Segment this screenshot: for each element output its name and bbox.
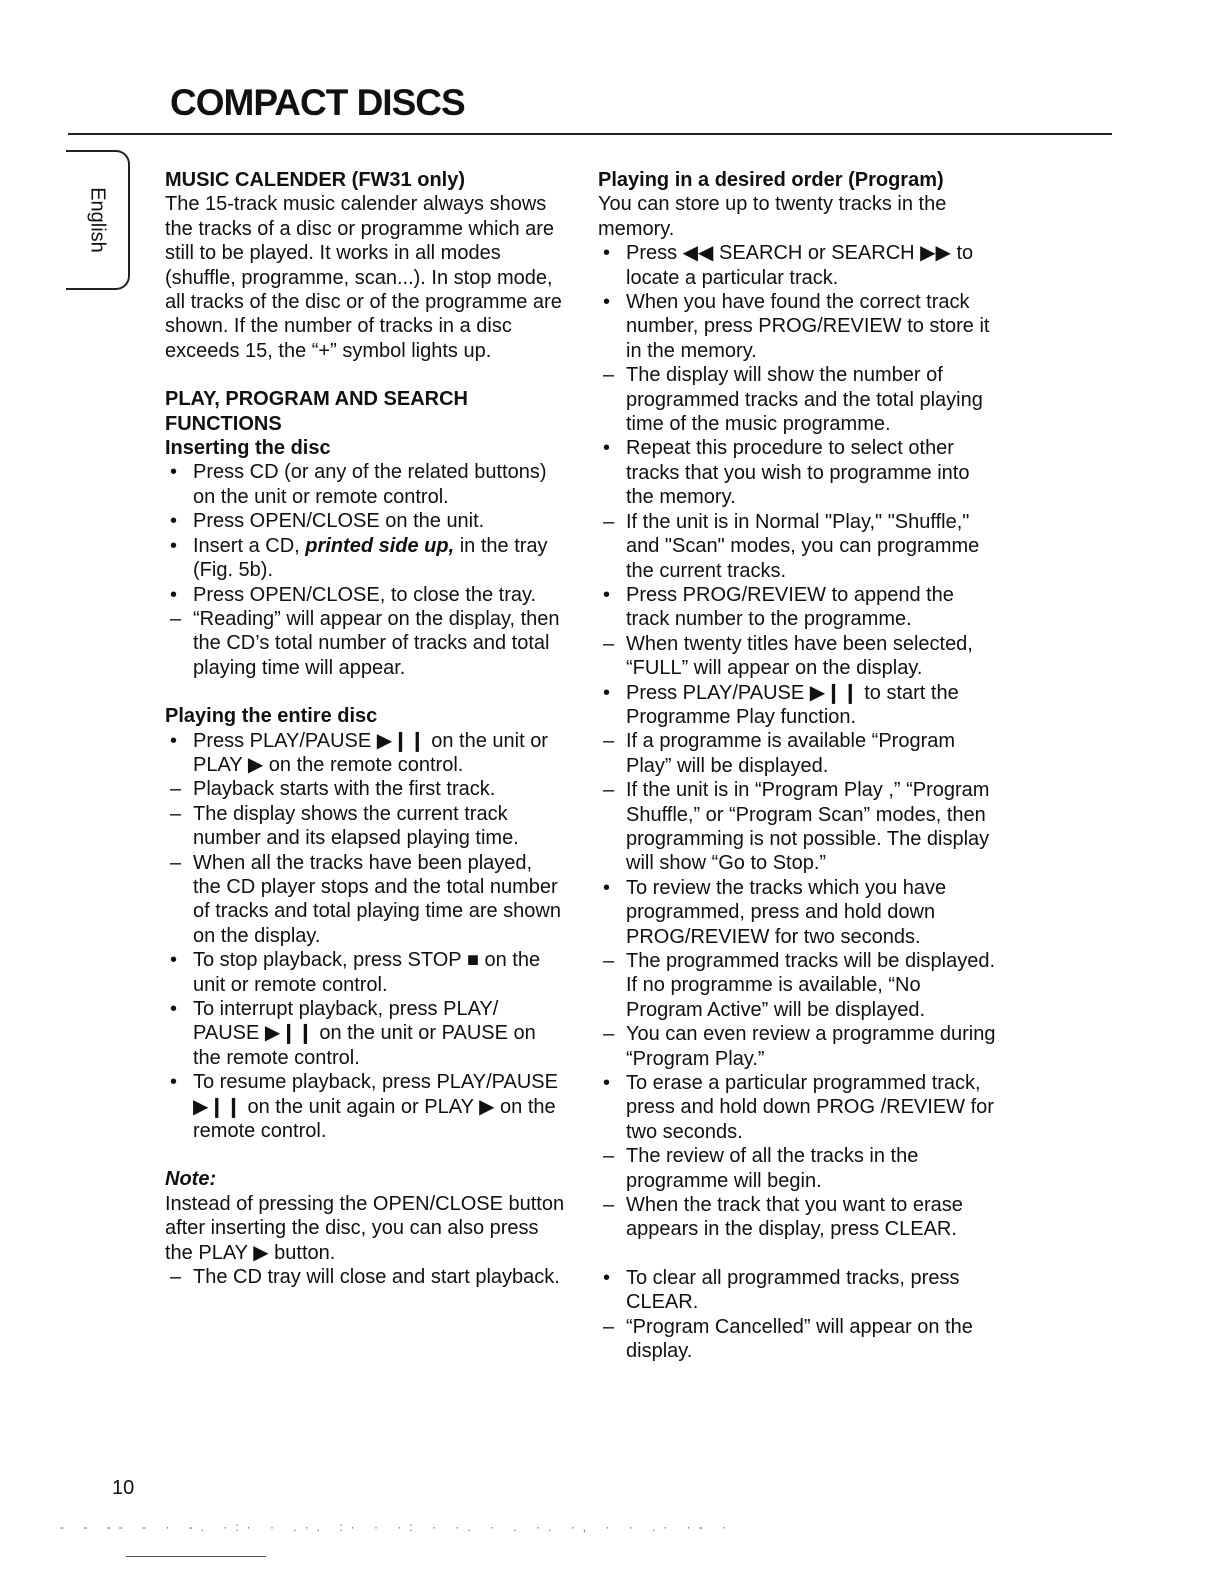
list-item: • To stop playback, press STOP ■ on the unit or remote control.	[165, 948, 565, 997]
left-column	[165, 168, 565, 1289]
list-item: • Repeat this procedure to select other tracks that you wish to programme into the memory.	[598, 436, 998, 509]
list-item: – When twenty titles have been selected, “FULL” will appear on the display.	[598, 632, 998, 681]
bottom-rule	[126, 1556, 266, 1557]
list-item: – “Program Cancelled” will appear on the display.	[598, 1315, 998, 1364]
list-item: • To resume playback, press PLAY/PAUSE ▶❙❙ on the unit again or PLAY ▶ on the remote control.	[165, 1070, 565, 1143]
note-body: Instead of pressing the OPEN/CLOSE button after inserting the disc, you can also press the PLAY ▶ button.	[165, 1192, 565, 1264]
list-item-text: in the tray (Fig. 5b).	[193, 534, 548, 582]
playing-entire-disc-heading: Playing the entire disc	[165, 705, 378, 728]
program-heading: Playing in a desired order (Program)	[598, 169, 944, 191]
list-item: • Press OPEN/CLOSE, to close the tray.	[165, 583, 565, 607]
list-item-text: Insert a CD,	[193, 534, 306, 557]
list-item: • To clear all programmed tracks, press CLEAR.	[598, 1266, 998, 1315]
note-label: Note:	[165, 1168, 217, 1191]
language-tab-label: English	[86, 187, 109, 253]
list-item: • Press PROG/REVIEW to append the track number to the programme.	[598, 583, 998, 632]
language-tab	[66, 150, 130, 290]
playing-entire-disc-list	[165, 729, 565, 1144]
list-item	[165, 534, 565, 583]
list-item: – If the unit is in Normal "Play," "Shuffle," and "Scan" modes, you can programme the current tracks.	[598, 510, 998, 583]
list-item: – When the track that you want to erase appears in the display, press CLEAR.	[598, 1193, 998, 1242]
list-item: • To erase a particular programmed track, press and hold down PROG /REVIEW for two seconds.	[598, 1071, 998, 1144]
inserting-disc-subheading: Inserting the disc	[165, 437, 331, 460]
list-item: – The review of all the tracks in the programme will begin.	[598, 1144, 998, 1193]
list-item-emphasis: printed side up,	[305, 534, 455, 557]
program-intro: You can store up to twenty tracks in the memory.	[598, 193, 947, 240]
inserting-disc-list	[165, 460, 565, 680]
list-item: – The CD tray will close and start playback.	[165, 1265, 565, 1289]
list-item: – You can even review a programme during “Program Play.”	[598, 1022, 998, 1071]
list-item: – The display shows the current track number and its elapsed playing time.	[165, 802, 565, 851]
list-item: – Playback starts with the first track.	[165, 777, 565, 801]
list-item: • To review the tracks which you have programmed, press and hold down PROG/REVIEW for two seconds.	[598, 876, 998, 949]
music-calender-body: The 15-track music calender always shows the tracks of a disc or programme which are still to be played. It works in all modes (shuffle, programme, scan...). In stop mode, all tracks of the disc or of the programme are shown. If the number of tracks in a disc exceeds 15, the “+” symbol lights up.	[165, 193, 562, 362]
play-program-search-heading: PLAY, PROGRAM AND SEARCH FUNCTIONS	[165, 388, 468, 435]
list-item: – “Reading” will appear on the display, then the CD’s total number of tracks and total playing time will appear.	[165, 607, 565, 680]
list-item: • Press ◀◀ SEARCH or SEARCH ▶▶ to locate a particular track.	[598, 241, 998, 290]
note-list	[165, 1265, 565, 1289]
music-calender-heading: MUSIC CALENDER (FW31 only)	[165, 169, 465, 191]
right-column	[598, 168, 998, 1364]
list-item: – When all the tracks have been played, the CD player stops and the total number of tracks and total playing time are shown on the display.	[165, 851, 565, 949]
page-title: COMPACT DISCS	[170, 82, 465, 123]
list-item: • Press PLAY/PAUSE ▶❙❙ on the unit or PLAY ▶ on the remote control.	[165, 729, 565, 778]
list-item: – The display will show the number of programmed tracks and the total playing time of the music programme.	[598, 363, 998, 436]
page-number: 10	[112, 1477, 135, 1499]
list-item: • Press OPEN/CLOSE on the unit.	[165, 509, 565, 533]
list-item: – If a programme is available “Program Play” will be displayed.	[598, 729, 998, 778]
list-item: – If the unit is in “Program Play ,” “Program Shuffle,” or “Program Scan” modes, then programming is not possible. The display will show “Go to Stop.”	[598, 778, 998, 876]
list-item: – The programmed tracks will be displayed. If no programme is available, “No Program Active” will be displayed.	[598, 949, 998, 1022]
scan-noise: - - -- - · -. ·:· · .·. :· · ·: · ·. · . ·. ·, · · .· ·- ·	[60, 1520, 734, 1534]
title-divider	[68, 133, 1112, 135]
list-item: • To interrupt playback, press PLAY/ PAUSE ▶❙❙ on the unit or PAUSE on the remote control.	[165, 997, 565, 1070]
program-list	[598, 241, 998, 1242]
list-item: • When you have found the correct track number, press PROG/REVIEW to store it in the memory.	[598, 290, 998, 363]
list-item: • Press PLAY/PAUSE ▶❙❙ to start the Programme Play function.	[598, 681, 998, 730]
list-item: • Press CD (or any of the related buttons) on the unit or remote control.	[165, 460, 565, 509]
program-clear-list	[598, 1266, 998, 1364]
